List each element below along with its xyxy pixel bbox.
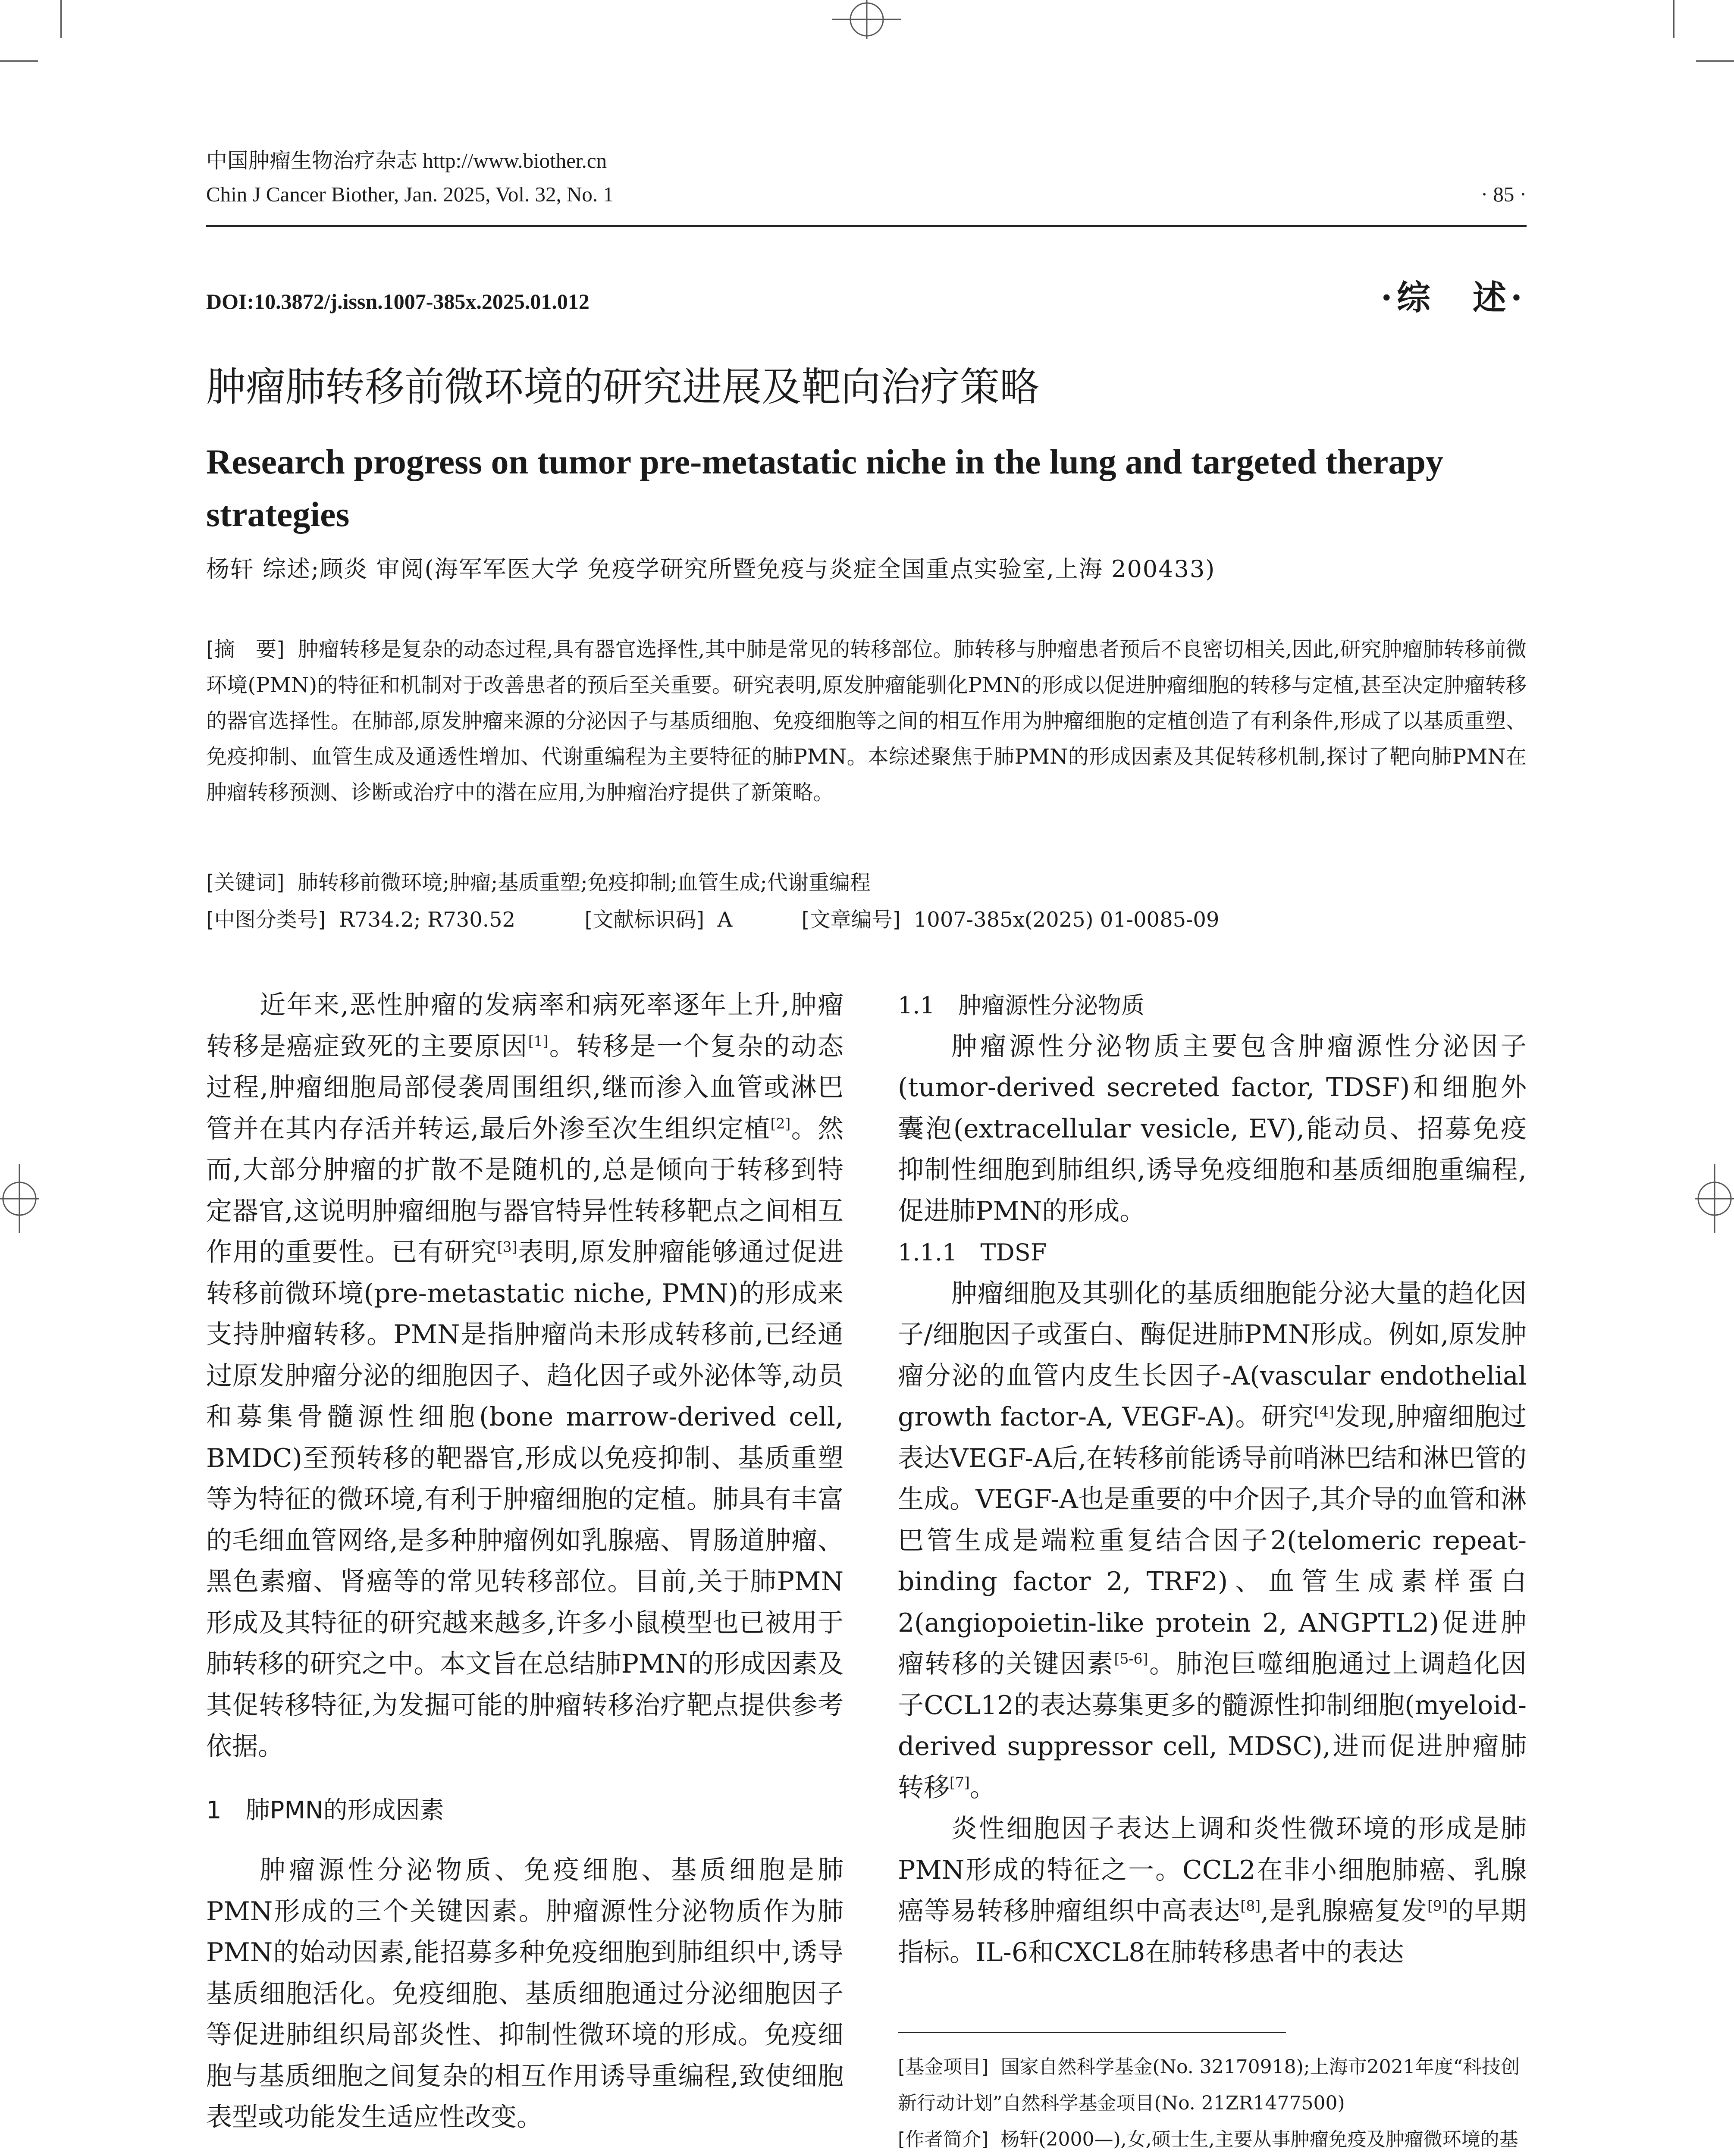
keywords-text: 肺转移前微环境;肿瘤;基质重塑;免疫抑制;血管生成;代谢重编程 (297, 871, 871, 895)
page-number: · 85 · (1480, 182, 1527, 206)
running-header (206, 144, 1327, 211)
fund-text: 国家自然科学基金(No. 32170918);上海市2021年度“科技创新行动计划”自然科学基金项目(No. 21ZR1477500) (898, 2056, 1520, 2114)
fund-label: [基金项目] (898, 2056, 989, 2078)
article-no-value: 1007-385x(2025) 01-0085-09 (913, 908, 1220, 932)
section-heading-1-1: 1.1 肿瘤源性分泌物质 (898, 992, 1145, 1019)
doc-code-value: A (717, 908, 733, 932)
column-label: ·综 述· (1380, 278, 1527, 317)
citation-ref: [8] (1240, 1897, 1261, 1914)
article-no-label: [文章编号] (801, 908, 901, 932)
footnotes (898, 2049, 1527, 2156)
clc-value: R734.2; R730.52 (339, 908, 516, 932)
registration-target-icon (832, 0, 901, 39)
doi: DOI:10.3872/j.issn.1007-385x.2025.01.012 (206, 289, 589, 313)
author-text: 杨轩(2000—),女,硕士生,主要从事肿瘤免疫及肿瘤微环境的基 (1000, 2128, 1518, 2150)
keywords-label: [关键词] (206, 871, 285, 895)
header-rule (206, 225, 1527, 227)
footnote-rule (898, 2032, 1286, 2033)
section-heading-1: 1 肺PMN的形成因素 (206, 1796, 444, 1824)
author-label: [作者简介] (898, 2128, 989, 2150)
title-cn: 肿瘤肺转移前微环境的研究进展及靶向治疗策略 (206, 364, 1040, 410)
journal-en: Chin J Cancer Biother, Jan. 2025, Vol. 32, No. 1 (206, 182, 614, 206)
intro-paragraph: 近年来,恶性肿瘤的发病率和病死率逐年上升,肿瘤转移是癌症致死的主要原因[1]。转移是一个复杂的动态过程,肿瘤细胞局部侵袭周围组织,继而渗入血管或淋巴管并在其内存活并转运,最后外渗至次生组织定植[2]。然而,大部分肿瘤的扩散不是随机的,总是倾向于转移到特定器官,这说明肿瘤细胞与器官特异性转移靶点之间相互作用的重要性。已有研究[3]表明,原发肿瘤能够通过促进转移前微环境(pre-metastatic niche, PMN)的形成来支持肿瘤转移。PMN是指肿瘤尚未形成转移前,已经通过原发肿瘤分泌的细胞因子、趋化因子或外泌体等,动员和募集骨髓源性细胞(bone marrow-derived cell, BMDC)至预转移的靶器官,形成以免疫抑制、基质重塑等为特征的微环境,有利于肿瘤细胞的定植。肺具有丰富的毛细血管网络,是多种肿瘤例如乳腺癌、胃肠道肿瘤、黑色素瘤、肾癌等的常见转移部位。目前,关于肺PMN形成及其特征的研究越来越多,许多小鼠模型也已被用于肺转移的研究之中。本文旨在总结肺PMN的形成因素及其促转移特征,为发掘可能的肿瘤转移治疗靶点提供参考依据。 (206, 990, 844, 1761)
footnote-fund (898, 2049, 1527, 2122)
section-1-paragraph: 肿瘤源性分泌物质、免疫细胞、基质细胞是肺PMN形成的三个关键因素。肿瘤源性分泌物质作为肺PMN的始动因素,能招募多种免疫细胞到肺组织中,诱导基质细胞活化。免疫细胞、基质细胞通过分泌细胞因子等促进肺组织局部炎性、抑制性微环境的形成。免疫细胞与基质细胞之间复杂的相互作用诱导重编程,致使细胞表型或功能发生适应性改变。 (206, 1855, 843, 2132)
right-column (898, 985, 1527, 1973)
citation-ref: [1] (528, 1032, 549, 1050)
clc-label: [中图分类号] (206, 908, 326, 932)
crop-mark-tr-v (1673, 0, 1674, 38)
citation-ref: [5-6] (1114, 1650, 1148, 1667)
abstract-text: 肿瘤转移是复杂的动态过程,具有器官选择性,其中肺是常见的转移部位。肺转移与肿瘤患者预后不良密切相关,因此,研究肿瘤肺转移前微环境(PMN)的特征和机制对于改善患者的预后至关重要。研究表明,原发肿瘤能驯化PMN的形成以促进肿瘤细胞的转移与定植,甚至决定肿瘤转移的器官选择性。在肺部,原发肿瘤来源的分泌因子与基质细胞、免疫细胞等之间的相互作用为肿瘤细胞的定植创造了有利条件,形成了以基质重塑、免疫抑制、血管生成及通透性增加、代谢重编程为主要特征的肺PMN。本综述聚焦于肺PMN的形成因素及其促转移机制,探讨了靶向肺PMN在肿瘤转移预测、诊断或治疗中的潜在应用,为肿瘤治疗提供了新策略。 (206, 637, 1527, 805)
abstract-label: [摘 要] (206, 637, 285, 661)
registration-target-icon (0, 1164, 39, 1233)
citation-ref: [7] (950, 1774, 970, 1791)
authors: 杨轩 综述;顾炎 审阅(海军军医大学 免疫学研究所暨免疫与炎症全国重点实验室,上海 200433) (206, 555, 1216, 583)
citation-ref: [3] (497, 1238, 517, 1255)
tdsf-paragraph: 肿瘤细胞及其驯化的基质细胞能分泌大量的趋化因子/细胞因子或蛋白、酶促进肺PMN形成。例如,原发肿瘤分泌的血管内皮生长因子-A(vascular endothelial growth factor-A, VEGF-A)。研究[4]发现,肿瘤细胞过表达VEGF-A后,在转移前能诱导前哨淋巴结和淋巴管的生成。VEGF-A也是重要的中介因子,其介导的血管和淋巴管生成是端粒重复结合因子2(telomeric repeat-binding factor 2, TRF2)、血管生成素样蛋白2(angiopoietin-like protein 2, ANGPTL2)促进肿瘤转移的关键因素[5-6]。肺泡巨噬细胞通过上调趋化因子CCL12的表达募集更多的髓源性抑制细胞(myeloid-derived suppressor cell, MDSC),进而促进肿瘤肺转移[7]。 (898, 1278, 1527, 1803)
section-heading-1-1-1: 1.1.1 TDSF (898, 1239, 1047, 1266)
crop-mark-tl-h (0, 60, 38, 62)
journal-cn-url: 中国肿瘤生物治疗杂志 http://www.biother.cn (206, 149, 607, 172)
abstract (206, 632, 1527, 811)
crop-mark-tr-h (1696, 60, 1734, 62)
citation-ref: [9] (1427, 1897, 1448, 1914)
section-1-1-paragraph: 肿瘤源性分泌物质主要包含肿瘤源性分泌因子(tumor-derived secreted factor, TDSF)和细胞外囊泡(extracellular vesicle, EV),能动员、招募免疫抑制性细胞到肺组织,诱导免疫细胞和基质细胞重编程,促进肺PMN的形成。 (898, 1031, 1527, 1226)
registration-target-icon (1695, 1164, 1734, 1233)
citation-ref: [2] (770, 1115, 791, 1132)
title-en: Research progress on tumor pre-metastatic niche in the lung and targeted therapy strategies (206, 442, 1444, 534)
left-column (206, 985, 843, 2138)
crop-mark-tl-v (60, 0, 62, 38)
footnote-author (898, 2122, 1527, 2156)
citation-ref: [4] (1314, 1403, 1334, 1420)
inflammation-paragraph: 炎性细胞因子表达上调和炎性微环境的形成是肺PMN形成的特征之一。CCL2在非小细胞肺癌、乳腺癌等易转移肿瘤组织中高表达[8],是乳腺癌复发[9]的早期指标。IL-6和CXCL8在肺转移患者中的表达 (898, 1814, 1527, 1968)
keywords (206, 865, 1527, 901)
doc-code-label: [文献标识码] (584, 908, 705, 932)
classification-line (206, 902, 1527, 938)
